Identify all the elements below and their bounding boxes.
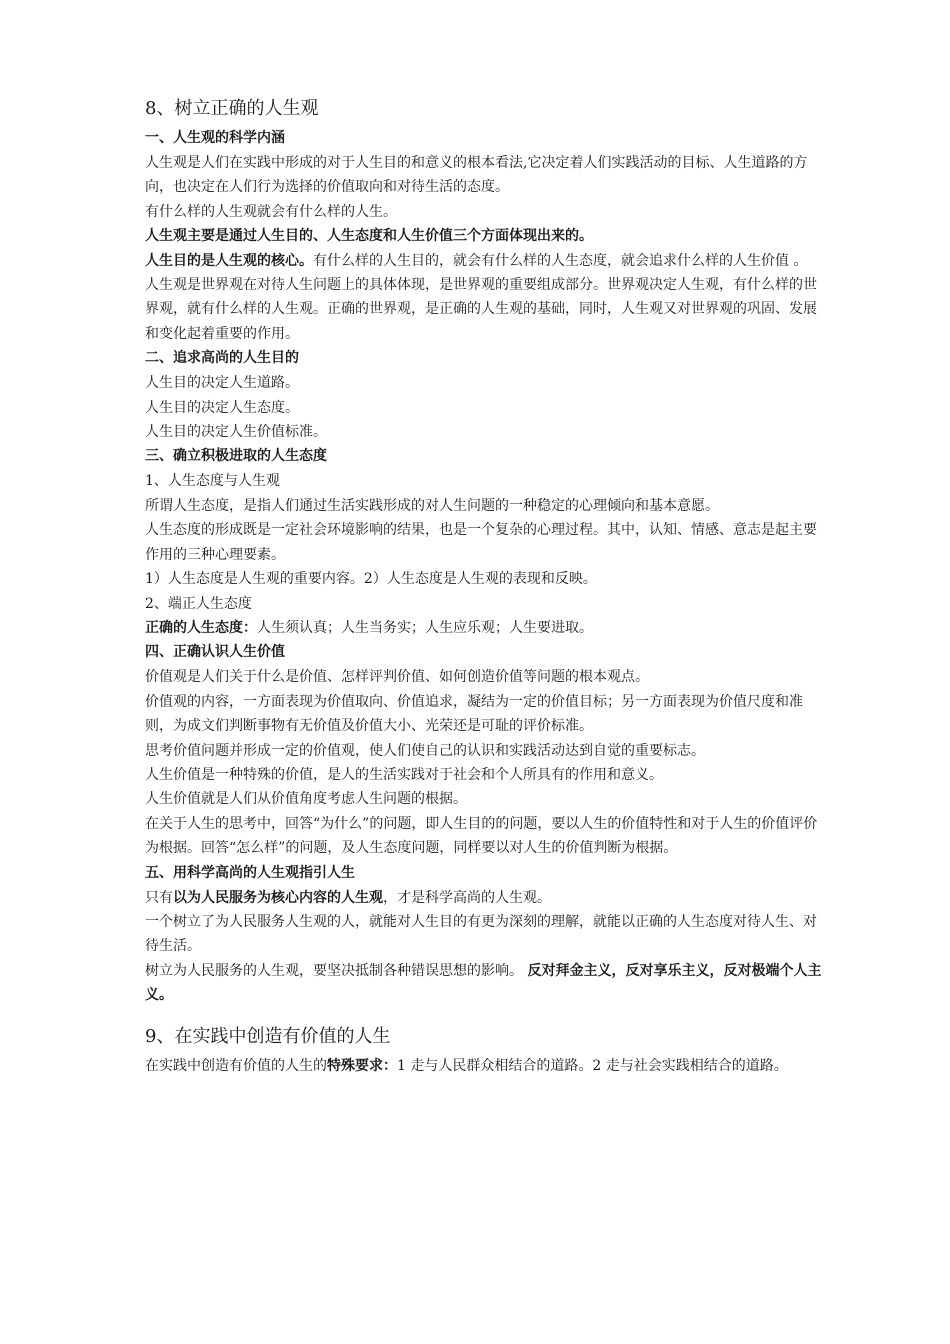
paragraph-text: 树立为人民服务的人生观，要坚决抵制各种错误思想的影响。 <box>145 962 528 979</box>
paragraph: 一个树立了为人民服务人生观的人，就能对人生目的有更为深刻的理解，就能以正确的人生态度对待人生、对待生活。 <box>145 913 817 955</box>
heading-3: 三、确立积极进取的人生态度 <box>145 448 327 465</box>
paragraph <box>145 616 825 640</box>
paragraph: 2、端正人生态度 <box>145 595 252 612</box>
paragraph-text: ，才是科学高尚的人生观。 <box>383 889 551 906</box>
paragraph: 人生价值是一种特殊的价值，是人的生活实践对于社会和个人所具有的作用和意义。 <box>145 766 663 783</box>
paragraph: 价值观的内容，一方面表现为价值取向、价值追求，凝结为一定的价值目标；另一方面表现为价值尺度和准则，为成文们判断事物有无价值及价值大小、光荣还是可耻的评价标准。 <box>145 693 803 735</box>
paragraph: 人生价值就是人们从价值角度考虑人生问题的根据。 <box>145 791 467 808</box>
heading-1: 一、人生观的科学内涵 <box>145 130 285 146</box>
heading-4: 四、正确认识人生价值 <box>145 644 285 661</box>
paragraph-text: 只有 <box>145 889 173 906</box>
bold-lead: 人生目的是人生观的核心。 <box>145 252 313 269</box>
paragraph-text: 人生须认真；人生当务实；人生应乐观；人生要进取。 <box>257 619 593 636</box>
paragraph-text: 在实践中创造有价值的人生的 <box>145 1057 327 1074</box>
paragraph: 人生目的决定人生价值标准。 <box>145 424 327 441</box>
paragraph: 人生观是世界观在对待人生问题上的具体体现，是世界观的重要组成部分。世界观决定人生观，有什么样的世界观，就有什么样的人生观。正确的世界观，是正确的人生观的基础，同时，人生观又对世界观的巩固、发展和变化起着重要的作用。 <box>145 277 817 342</box>
paragraph: 有什么样的人生观就会有什么样的人生。 <box>145 203 397 220</box>
paragraph: 人生观是人们在实践中形成的对于人生目的和意义的根本看法,它决定着人们实践活动的目标、人生道路的方向，也决定在人们行为选择的价值取向和对待生活的态度。 <box>145 155 808 196</box>
section-9-title: 9、在实践中创造有价值的人生 <box>145 1025 391 1047</box>
paragraph: 1、人生态度与人生观 <box>145 473 280 490</box>
paragraph: 思考价值问题并形成一定的价值观，使人们使自己的认识和实践活动达到自觉的重要标志。 <box>145 742 705 759</box>
paragraph: 人生目的决定人生态度。 <box>145 399 299 416</box>
heading-5: 五、用科学高尚的人生观指引人生 <box>145 864 355 881</box>
section-8-title: 8、树立正确的人生观 <box>145 98 319 119</box>
bold-lead: 正确的人生态度： <box>145 619 257 636</box>
paragraph <box>145 959 825 1008</box>
bold-phrase: 以为人民服务为核心内容的人生观 <box>173 889 383 906</box>
paragraph: 人生态度的形成既是一定社会环境影响的结果，也是一个复杂的心理过程。其中，认知、情感、意志是起主要作用的三种心理要素。 <box>145 522 817 563</box>
paragraph <box>145 249 825 273</box>
paragraph: 在关于人生的思考中，回答“为什么”的问题，即人生目的的问题，要以人生的价值特性和对于人生的价值评价为根据。回答“怎么样”的问题，及人生态度问题，同样要以对人生的价值判断为根据。 <box>145 815 818 857</box>
paragraph-text: 1 走与人民群众相结合的道路。2 走与社会实践相结合的道路。 <box>397 1057 788 1074</box>
paragraph-text: 有什么样的人生目的，就会有什么样的人生态度，就会追求什么样的人生价值 。 <box>313 252 808 269</box>
paragraph: 人生目的决定人生道路。 <box>145 375 299 392</box>
paragraph: 1）人生态度是人生观的重要内容。2）人生态度是人生观的表现和反映。 <box>145 571 597 588</box>
document-page <box>145 94 825 1078</box>
bold-phrase: 特殊要求： <box>327 1057 397 1074</box>
paragraph <box>145 1054 825 1078</box>
paragraph: 所谓人生态度，是指人们通过生活实践形成的对人生问题的一种稳定的心理倾向和基本意愿。 <box>145 497 719 514</box>
heading-2: 二、追求高尚的人生目的 <box>145 350 299 367</box>
paragraph-bold: 人生观主要是通过人生目的、人生态度和人生价值三个方面体现出来的。 <box>145 228 593 245</box>
paragraph: 价值观是人们关于什么是价值、怎样评判价值、如何创造价值等问题的根本观点。 <box>145 669 649 686</box>
bold-phrase: 反对拜金主义，反对享乐主义，反对极端个人主义。 <box>145 962 822 1004</box>
paragraph <box>145 886 825 910</box>
